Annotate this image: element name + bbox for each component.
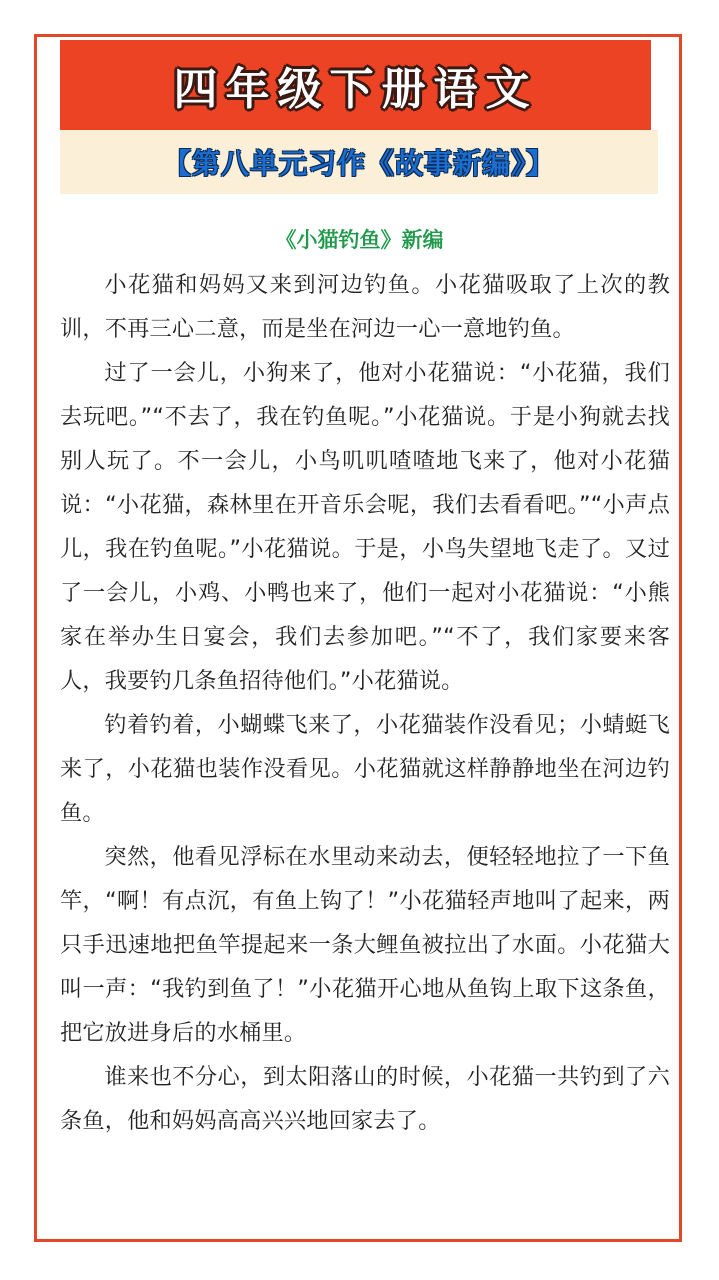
story-paragraph: 突然，他看见浮标在水里动来动去，便轻轻地拉了一下鱼竿，“啊！有点沉，有鱼上钩了！”小花猫轻声地叫了起来，两只手迅速地把鱼竿提起来一条大鲤鱼被拉出了水面。小花猫大叫一声：“我钓到鱼了！”小花猫开心地从鱼钩上取下这条鱼，把它放进身后的水桶里。 [60,844,670,1046]
story-title: 《小猫钓鱼》新编 [275,228,444,252]
story-paragraph: 钓着钓着，小蝴蝶飞来了，小花猫装作没看见；小蜻蜓飞来了，小花猫也装作没看见。小花猫就这样静静地坐在河边钓鱼。 [60,712,670,826]
title-banner [60,40,651,130]
story-paragraph: 过了一会儿，小狗来了，他对小花猫说：“小花猫，我们去玩吧。”“不去了，我在钓鱼呢。”小花猫说。于是小狗就去找别人玩了。不一会儿，小鸟叽叽喳喳地飞来了，他对小花猫说：“小花猫，森林里在开音乐会呢，我们去看看吧。”“小声点儿，我在钓鱼呢。”小花猫说。于是，小鸟失望地飞走了。又过了一会儿，小鸡、小鸭也来了，他们一起对小花猫说：“小熊家在举办生日宴会，我们去参加吧。”“不了，我们家要来客人，我要钓几条鱼招待他们。”小花猫说。 [60,360,670,694]
story-body [60,263,670,1143]
story-paragraph: 小花猫和妈妈又来到河边钓鱼。小花猫吸取了上次的教训，不再三心二意，而是坐在河边一心一意地钓鱼。 [60,272,670,342]
unit-subtitle: 【第八单元习作《故事新编》】 [162,147,555,180]
page-title: 四年级下册语文 [173,64,538,115]
subtitle-banner [60,130,658,194]
story-paragraph: 谁来也不分心，到太阳落山的时候，小花猫一共钓到了六条鱼，他和妈妈高高兴兴地回家去了。 [60,1064,670,1134]
